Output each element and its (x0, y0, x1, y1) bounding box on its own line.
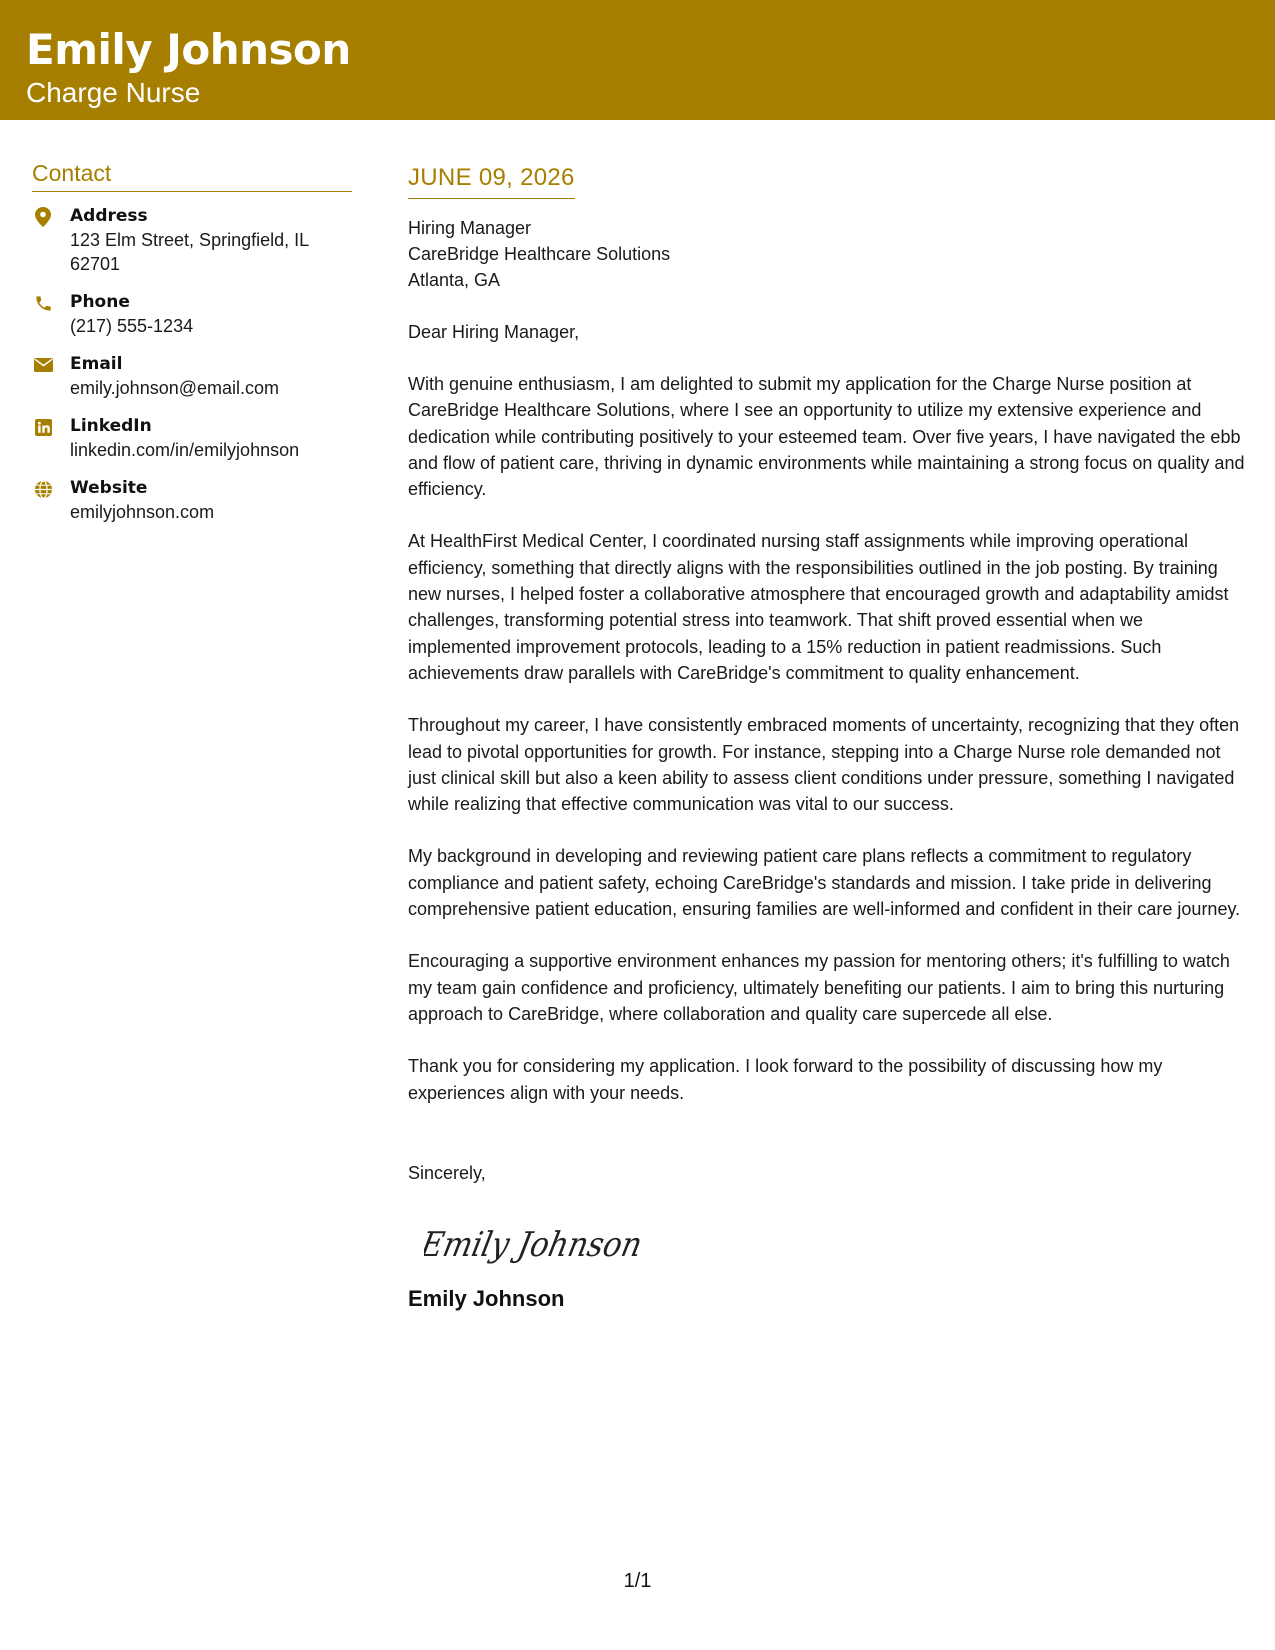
applicant-title: Charge Nurse (26, 77, 201, 108)
contact-label: Email (70, 354, 123, 374)
letter-body (408, 164, 1248, 1312)
contact-item-email (32, 352, 352, 400)
handwritten-signature (424, 1214, 1248, 1274)
contact-label: Address (70, 206, 148, 226)
recipient-line: CareBridge Healthcare Solutions (408, 244, 671, 264)
contact-label: Website (70, 478, 148, 498)
contact-value: linkedin.com/in/emilyjohnson (70, 440, 300, 460)
letter-date: JUNE 09, 2026 (408, 164, 575, 199)
svg-text:Emily Johnson: Emily Johnson (424, 1225, 664, 1265)
contact-item-address (32, 204, 352, 276)
page-number: 1/1 (623, 1570, 652, 1592)
letter-paragraph: Throughout my career, I have consistently embraced moments of uncertainty, recognizing that they often lead to pivotal opportunities for growth. For instance, stepping into a Charge Nurse role demanded not just clinical skill but also a keen ability to assess client conditions under pressure, something I navigated while realizing that effective communication was vital to our success. (408, 715, 1240, 815)
envelope-icon (32, 354, 54, 376)
letter-paragraph: My background in developing and reviewing patient care plans reflects a commitment to regulatory compliance and patient safety, echoing CareBridge's standards and mission. I take pride in delivering comprehensive patient education, ensuring families are well-informed and confident in their care journey. (408, 846, 1241, 920)
recipient-line: Hiring Manager (408, 218, 532, 238)
letter-paragraph: At HealthFirst Medical Center, I coordinated nursing staff assignments while improving operational efficiency, something that directly aligns with the responsibilities outlined in the job posting. By training new nurses, I helped foster a collaborative atmosphere that encouraged growth and adaptability amidst challenges, transforming potential stress into teamwork. That shift proved essential when we implemented improvement protocols, leading to a 15% reduction in patient readmissions. Such achievements draw parallels with CareBridge's commitment to quality enhancement. (408, 531, 1229, 683)
closing: Sincerely, (408, 1162, 486, 1183)
contact-item-phone (32, 290, 352, 338)
contact-value: 123 Elm Street, Springfield, IL 62701 (70, 230, 309, 274)
contact-list (32, 204, 352, 524)
contact-value: emilyjohnson.com (70, 502, 215, 522)
map-pin-icon (32, 206, 54, 228)
letter-paragraph: With genuine enthusiasm, I am delighted to submit my application for the Charge Nurse position at CareBridge Healthcare Solutions, where I see an opportunity to utilize my extensive experience and dedication while contributing positively to your esteemed team. Over five years, I have navigated the ebb and flow of patient care, thriving in dynamic environments while maintaining a strong focus on quality and efficiency. (408, 374, 1245, 500)
contact-item-website (32, 476, 352, 524)
header-banner (0, 0, 1275, 120)
contact-sidebar (32, 160, 352, 538)
contact-value: (217) 555-1234 (70, 316, 194, 336)
applicant-name: Emily Johnson (26, 25, 351, 74)
contact-label: LinkedIn (70, 416, 152, 436)
signer-name: Emily Johnson (408, 1285, 565, 1311)
globe-icon (32, 478, 54, 500)
contact-value: emily.johnson@email.com (70, 378, 280, 398)
recipient-line: Atlanta, GA (408, 270, 501, 290)
salutation: Dear Hiring Manager, (408, 322, 580, 342)
letter-paragraph: Thank you for considering my application. I look forward to the possibility of discussing how my experiences align with your needs. (408, 1056, 1163, 1103)
linkedin-icon (32, 416, 54, 438)
contact-label: Phone (70, 292, 130, 312)
recipient-block (408, 215, 1248, 293)
contact-item-linkedin (32, 414, 352, 462)
phone-icon (32, 292, 54, 314)
letter-paragraph: Encouraging a supportive environment enhances my passion for mentoring others; it's fulfilling to watch my team gain confidence and proficiency, ultimately benefiting our patients. I aim to bring this nurturing approach to CareBridge, where collaboration and quality care supercede all else. (408, 951, 1230, 1024)
contact-heading: Contact (32, 160, 352, 192)
